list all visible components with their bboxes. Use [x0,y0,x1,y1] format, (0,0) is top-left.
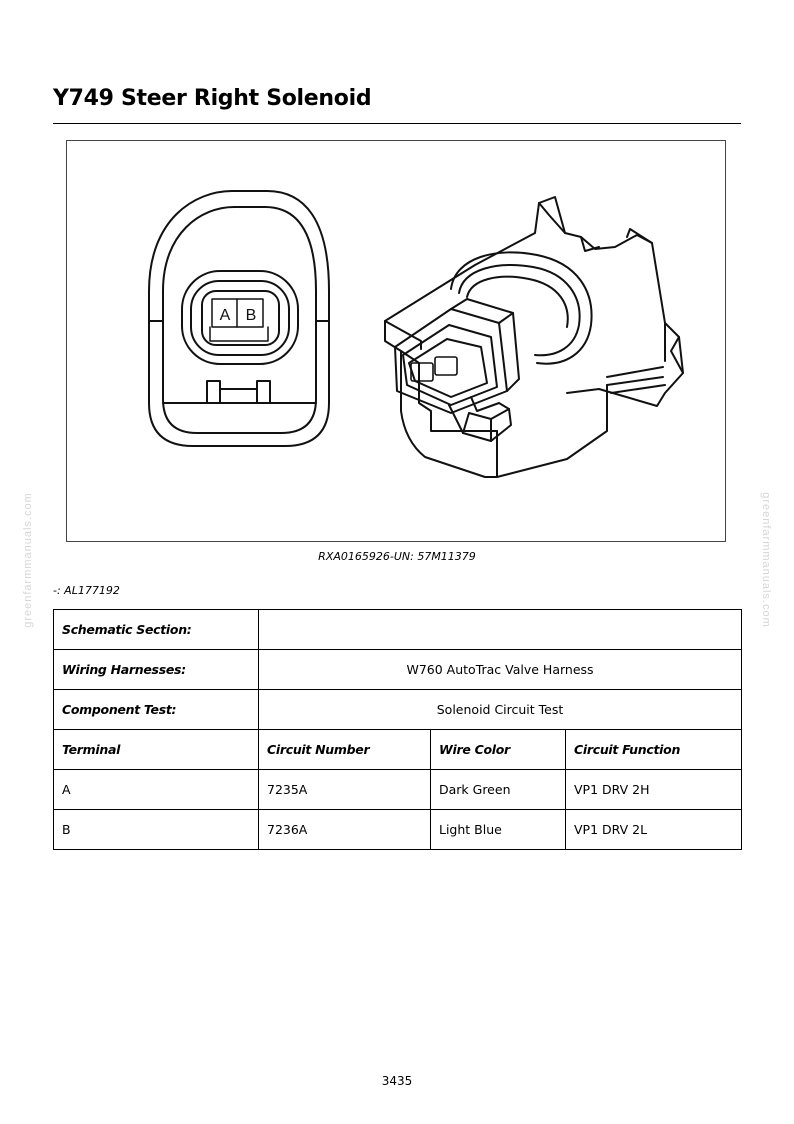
wire-color-cell: Dark Green [431,770,566,810]
page-title: Y749 Steer Right Solenoid [53,86,372,111]
table-row [54,810,742,850]
watermark-left: greenfarmmanuals.com [22,492,34,628]
circuit-number-cell: 7235A [259,770,431,810]
connector-isometric-view [385,197,683,477]
table-header-row [54,730,742,770]
schematic-section-value [259,610,742,650]
reference-number: -: AL177192 [53,584,120,597]
page-number: 3435 [381,1074,413,1088]
header-terminal: Terminal [54,730,259,770]
component-test-label: Component Test: [54,690,259,730]
table-row [54,770,742,810]
connector-figure [66,140,726,542]
schematic-section-row [54,610,742,650]
schematic-section-label: Schematic Section: [54,610,259,650]
component-test-value: Solenoid Circuit Test [259,690,742,730]
wire-color-cell: Light Blue [431,810,566,850]
wiring-harnesses-row [54,650,742,690]
wiring-harnesses-label: Wiring Harnesses: [54,650,259,690]
terminal-cell: A [54,770,259,810]
component-test-row [54,690,742,730]
connector-drawing [67,141,725,541]
watermark-right: greenfarmmanuals.com [760,492,772,628]
circuit-function-cell: VP1 DRV 2H [566,770,742,810]
header-circuit-function: Circuit Function [566,730,742,770]
header-circuit-number: Circuit Number [259,730,431,770]
terminal-cell: B [54,810,259,850]
connector-info-table [53,609,742,850]
header-wire-color: Wire Color [431,730,566,770]
circuit-number-cell: 7236A [259,810,431,850]
figure-caption: RXA0165926-UN: 57M11379 [318,550,476,563]
wiring-harnesses-value: W760 AutoTrac Valve Harness [259,650,742,690]
pin-label-a: A [219,307,231,324]
title-rule [53,123,741,124]
connector-front-view [149,191,329,446]
pin-label-b: B [245,307,257,324]
circuit-function-cell: VP1 DRV 2L [566,810,742,850]
